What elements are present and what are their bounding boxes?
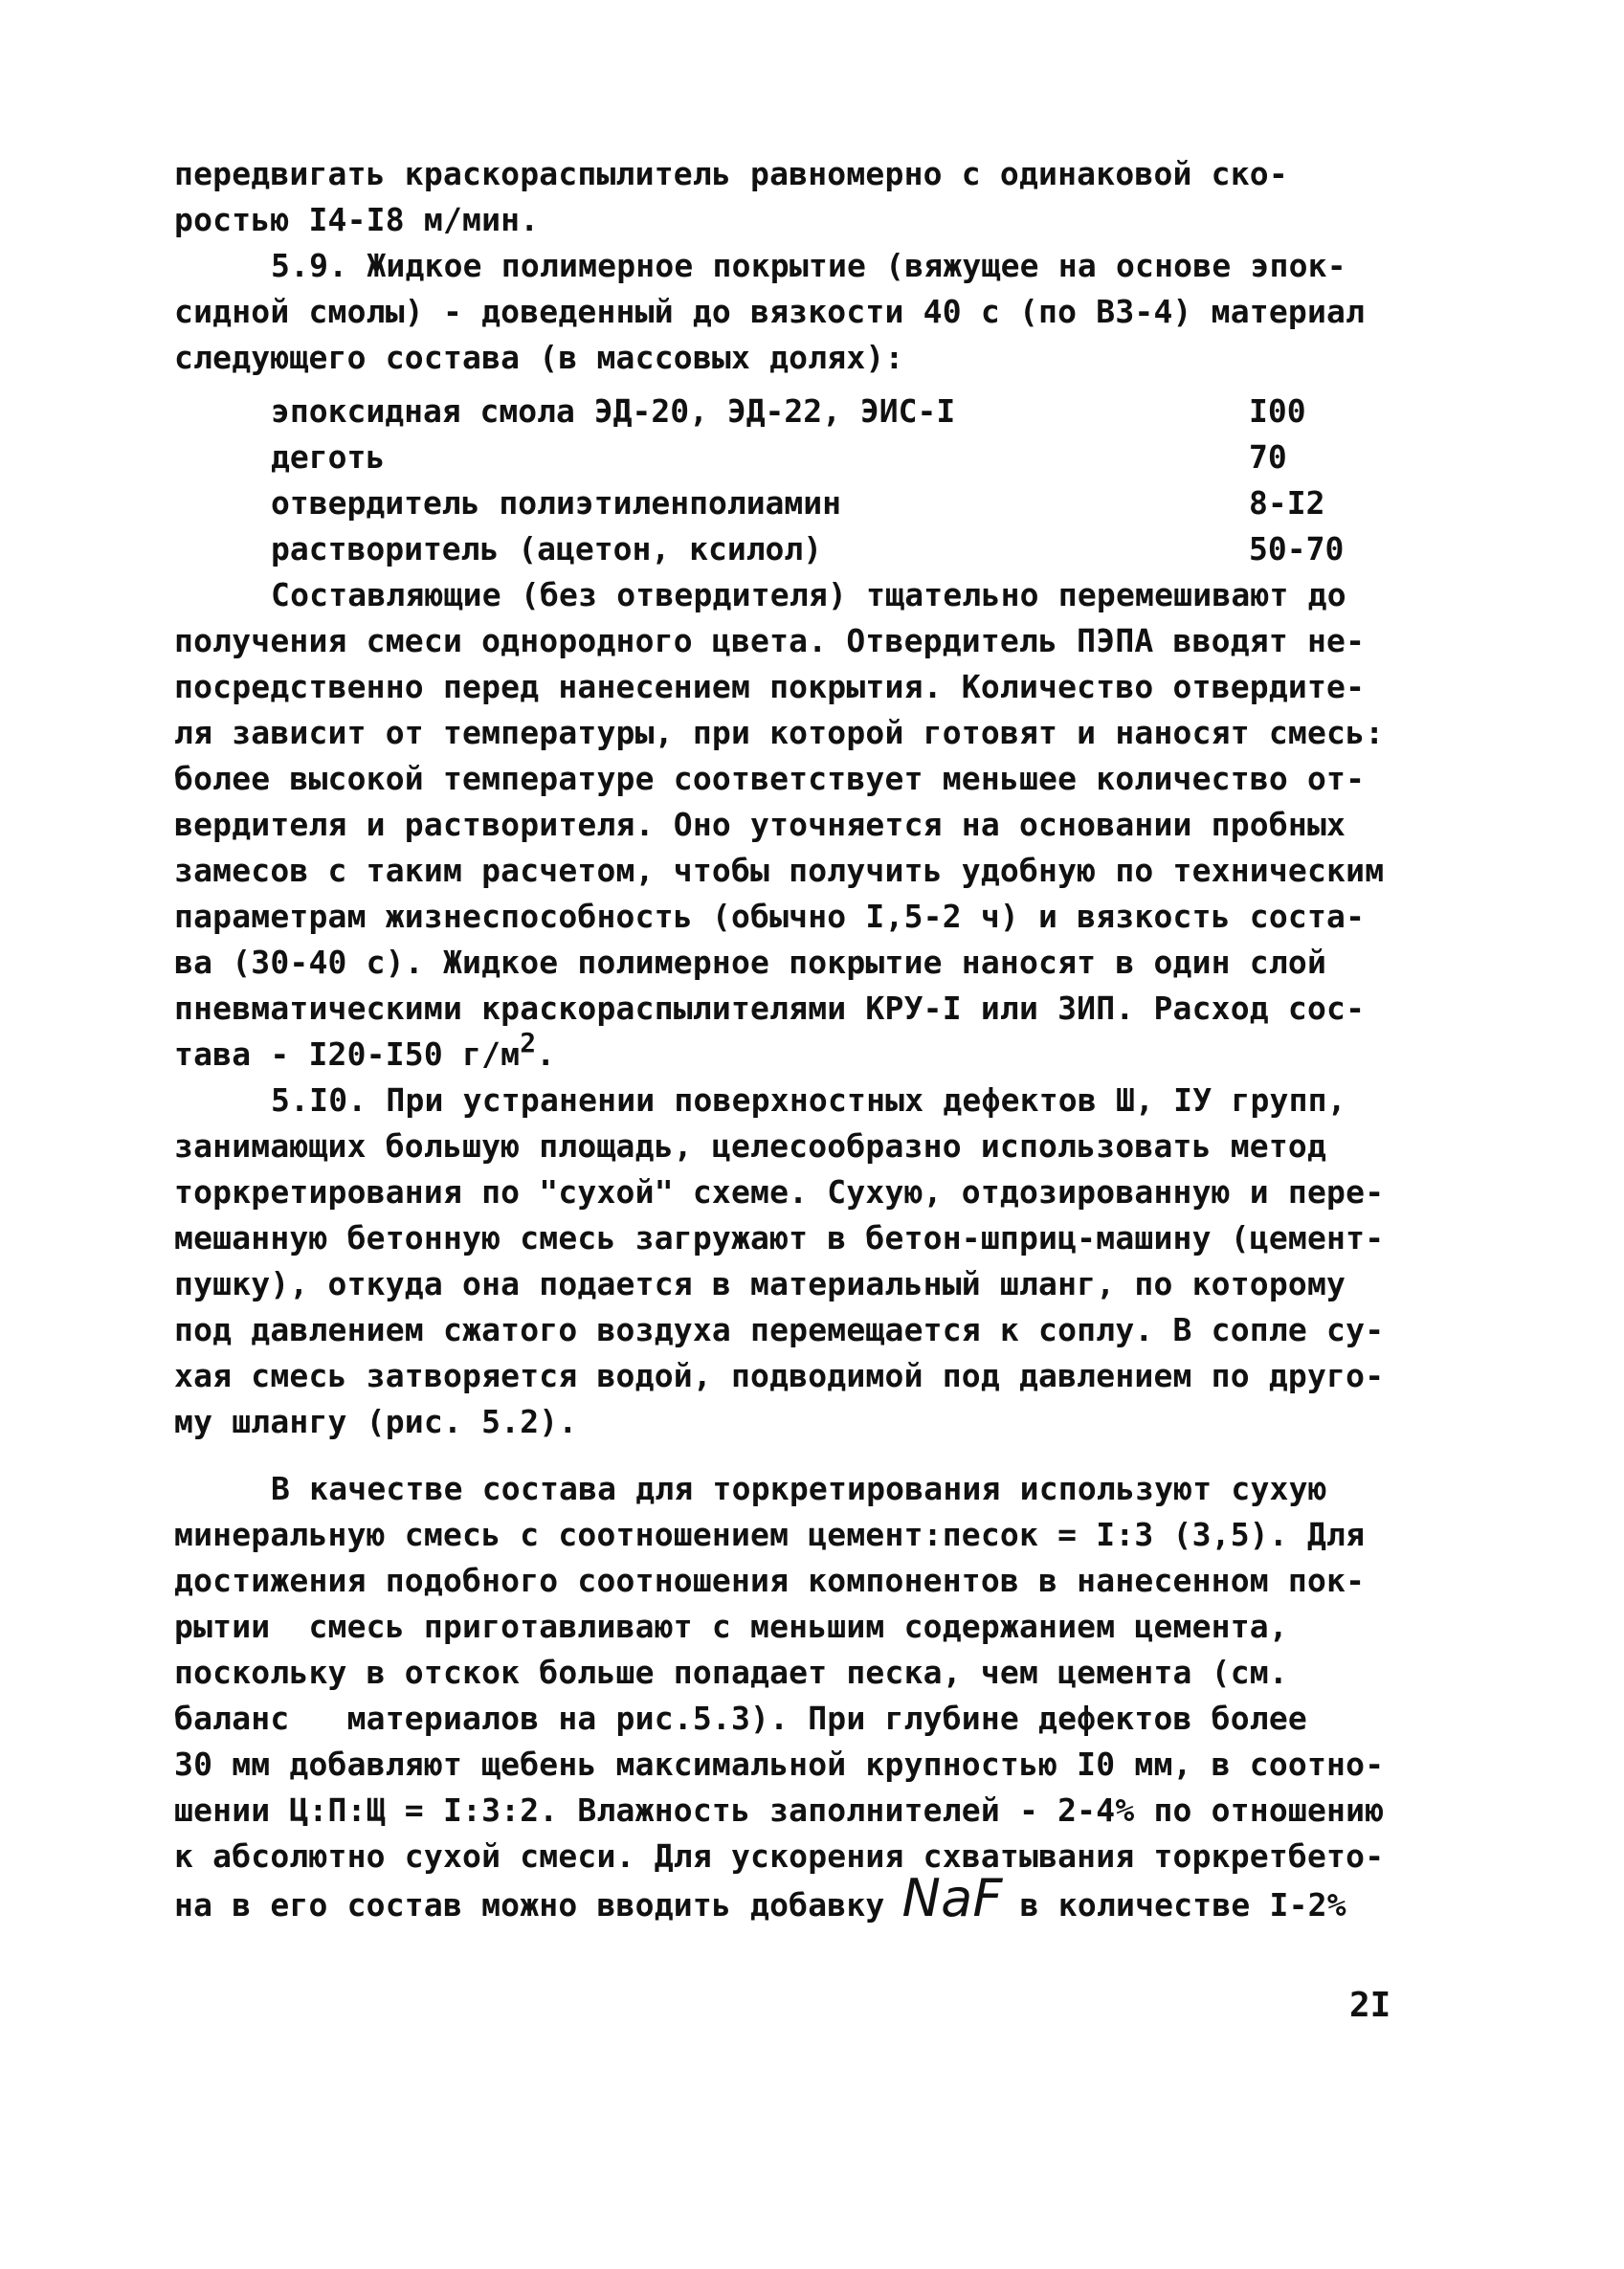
page-number: 2I: [1349, 1986, 1391, 2025]
text-line: сидной смолы) - доведенный до вязкости 40 с (по ВЗ-4) материал: [174, 293, 1366, 330]
text-line: получения смеси однородного цвета. Отвердитель ПЭПА вводят не-: [174, 622, 1366, 659]
text-line: к абсолютно сухой смеси. Для ускорения схватывания торкретбето-: [174, 1837, 1385, 1875]
text-line: ва (30-40 с). Жидкое полимерное покрытие наносят в один слой: [174, 944, 1327, 981]
text-line: посредственно перед нанесением покрытия. Количество отвердите-: [174, 668, 1366, 705]
text-line: 5.I0. При устранении поверхностных дефектов Ш, IУ групп,: [271, 1081, 1346, 1119]
consumption-text: тава - I20-I50 г/м: [174, 1035, 521, 1073]
text-line: 30 мм добавляют щебень максимальной крупностью I0 мм, в соотно-: [174, 1746, 1385, 1783]
text-line: достижения подобного соотношения компонентов в нанесенном пок-: [174, 1562, 1366, 1599]
text-line: поскольку в отскок больше попадает песка, чем цемента (см.: [174, 1654, 1288, 1691]
text-line: передвигать краскораспылитель равномерно с одинаковой ско-: [174, 155, 1288, 192]
component-value: 8-I2: [1249, 484, 1325, 522]
text-line: под давлением сжатого воздуха перемещается к соплу. В сопле су-: [174, 1311, 1385, 1348]
text-line: занимающих большую площадь, целесообразно использовать метод: [174, 1127, 1327, 1165]
text-line: 5.9. Жидкое полимерное покрытие (вяжущее на основе эпок-: [271, 247, 1346, 284]
text-line: мешанную бетонную смесь загружают в бетон-шприц-машину (цемент-: [174, 1219, 1385, 1257]
text-line: му шлангу (рис. 5.2).: [174, 1403, 578, 1440]
superscript: 2: [520, 1027, 537, 1058]
text-line: В качестве состава для торкретирования используют сухую: [271, 1470, 1327, 1507]
text-line: параметрам жизнеспособность (обычно I,5-2 ч) и вязкость соста-: [174, 898, 1366, 935]
text-line: пушку), откуда она подается в материальный шланг, по которому: [174, 1265, 1346, 1302]
text-line: ля зависит от температуры, при которой готовят и наносят смесь:: [174, 714, 1385, 751]
component-value: 70: [1249, 438, 1287, 476]
text-line: минеральную смесь с соотношением цемент:песок = I:3 (3,5). Для: [174, 1516, 1366, 1553]
last-line-text: на в его состав можно вводить добавку: [174, 1886, 885, 1924]
consumption-line: [174, 1027, 1399, 1078]
handwritten-formula: NaF: [901, 1868, 1003, 1928]
last-line-end: в количестве I-2%: [1019, 1886, 1346, 1924]
text-line: вердителя и растворителя. Оно уточняется на основании пробных: [174, 806, 1346, 843]
component-name: эпоксидная смола ЭД-20, ЭД-22, ЭИС-I: [271, 392, 956, 430]
component-value: 50-70: [1249, 530, 1345, 567]
consumption-end: .: [536, 1035, 556, 1073]
text-line: рытии смесь приготавливают с меньшим содержанием цемента,: [174, 1608, 1288, 1645]
text-line: торкретирования по "сухой" схеме. Сухую, отдозированную и пере-: [174, 1173, 1385, 1211]
text-line: хая смесь затворяется водой, подводимой под давлением по друго-: [174, 1357, 1385, 1394]
text-line: баланс материалов на рис.5.3). При глубине дефектов более: [174, 1700, 1307, 1737]
component-name: растворитель (ацетон, ксилол): [271, 530, 823, 567]
component-value: I00: [1249, 392, 1306, 430]
text-line: замесов с таким расчетом, чтобы получить удобную по техническим: [174, 852, 1385, 889]
component-name: деготь: [271, 438, 386, 476]
text-line: ростью I4-I8 м/мин.: [174, 201, 540, 238]
component-name: отвердитель полиэтиленполиамин: [271, 484, 842, 522]
text-line: шении Ц:П:Щ = I:3:2. Влажность заполнителей - 2-4% по отношению: [174, 1791, 1385, 1829]
text-line: пневматическими краскораспылителями КРУ-I или ЗИП. Расход сос-: [174, 990, 1366, 1027]
last-line: [174, 1868, 1399, 1928]
text-line: Составляющие (без отвердителя) тщательно перемешивают до: [271, 576, 1346, 613]
text-line: следующего состава (в массовых долях):: [174, 339, 904, 376]
text-line: более высокой температуре соответствует меньшее количество от-: [174, 760, 1366, 797]
